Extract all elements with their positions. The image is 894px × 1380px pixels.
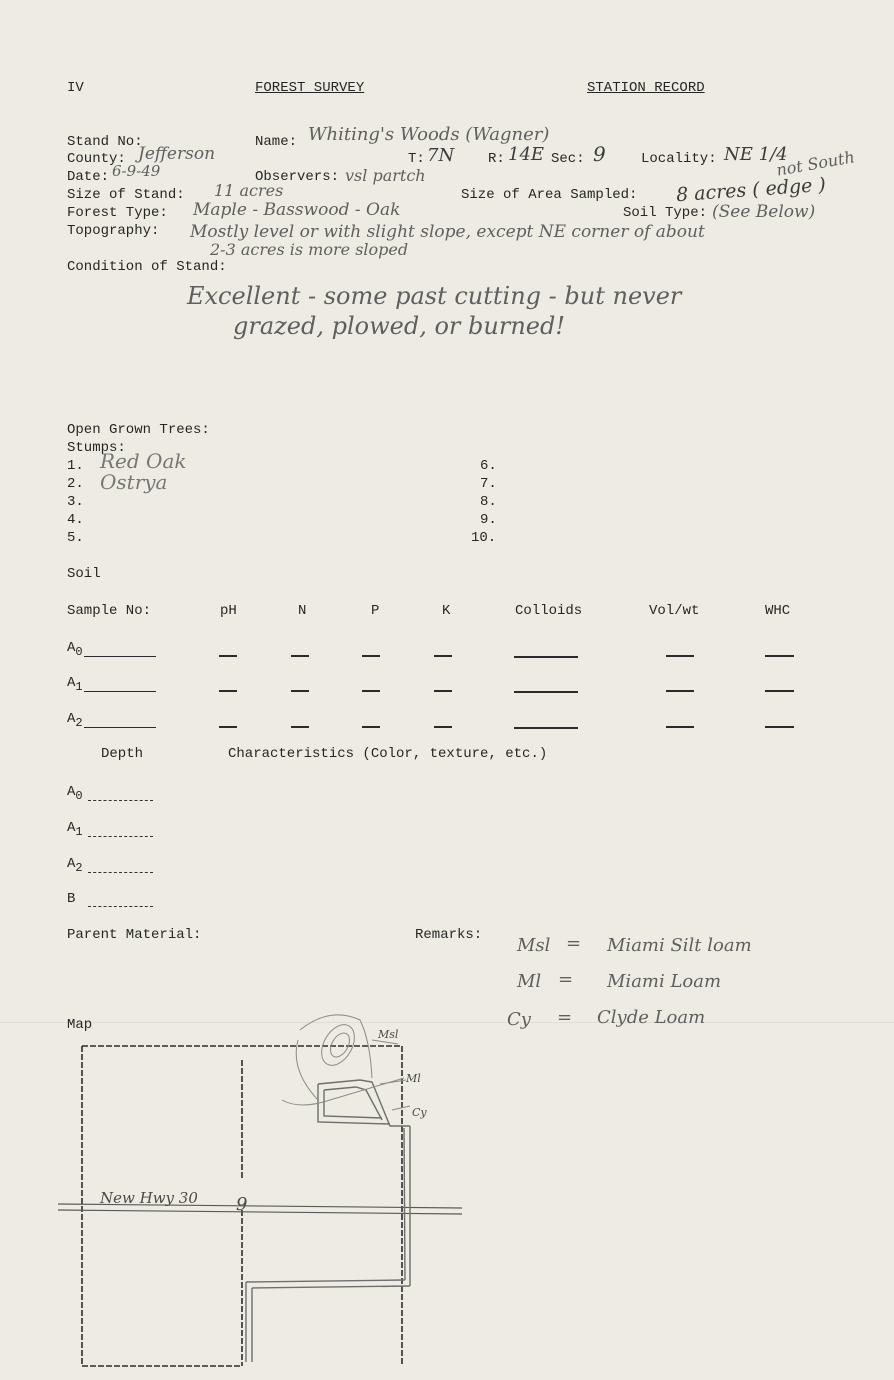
map-road-label: New Hwy 30 bbox=[100, 1189, 198, 1207]
section-number: IV bbox=[67, 80, 84, 96]
soil-header-whc: WHC bbox=[765, 603, 791, 619]
soil-header-p: P bbox=[371, 603, 380, 619]
depth-row-horizon: B bbox=[67, 891, 76, 907]
map-soil-label: Ml bbox=[406, 1072, 421, 1085]
locality-value: NE 1/4 bbox=[724, 144, 788, 165]
open-grown-trees-label: Open Grown Trees: bbox=[67, 422, 210, 438]
stump-number: 3. bbox=[67, 494, 84, 510]
soil-type-value: (See Below) bbox=[712, 202, 816, 222]
remarks-code: Msl bbox=[517, 935, 551, 956]
remarks-label: Remarks: bbox=[415, 927, 483, 943]
stumps-label: Stumps: bbox=[67, 440, 126, 456]
stump-entry: Ostrya bbox=[100, 470, 168, 494]
stump-number: 8. bbox=[480, 494, 497, 510]
stump-number: 7. bbox=[480, 476, 497, 492]
soil-header-volwt: Vol/wt bbox=[649, 603, 700, 619]
size-of-stand-value: 11 acres bbox=[214, 181, 284, 200]
soil-header-sample: Sample No: bbox=[67, 603, 152, 619]
soil-header-ph: pH bbox=[220, 603, 237, 619]
date-value: 6-9-49 bbox=[112, 162, 161, 180]
stump-number: 6. bbox=[480, 458, 497, 474]
soil-header-n: N bbox=[298, 603, 307, 619]
size-of-stand-label: Size of Stand: bbox=[67, 187, 185, 203]
forest-type-value: Maple - Basswood - Oak bbox=[193, 200, 401, 220]
characteristics-label: Characteristics (Color, texture, etc.) bbox=[228, 746, 548, 762]
depth-label: Depth bbox=[101, 746, 144, 762]
map-soil-label: Msl bbox=[378, 1028, 399, 1041]
remarks-equals: = bbox=[557, 1007, 573, 1028]
stump-number: 1. bbox=[67, 458, 84, 474]
soil-row-horizon: $A_0$ bbox=[67, 640, 83, 659]
locality-label: Locality: bbox=[641, 151, 717, 167]
parent-material-label: Parent Material: bbox=[67, 927, 202, 943]
stand-no-label: Stand No: bbox=[67, 134, 143, 150]
remarks-equals: = bbox=[558, 969, 574, 990]
depth-row-horizon: $A_0$ bbox=[67, 784, 83, 803]
stump-entry: Red Oak bbox=[100, 449, 187, 473]
township-value: 7N bbox=[427, 145, 455, 166]
observers-value: vsl partch bbox=[345, 166, 426, 185]
locality-note: not South bbox=[774, 147, 857, 180]
topography-label: Topography: bbox=[67, 223, 160, 239]
observers-label: Observers: bbox=[255, 169, 340, 185]
remarks-equals: = bbox=[566, 933, 582, 954]
name-label: Name: bbox=[255, 134, 298, 150]
topography-value-line1: Mostly level or with slight slope, except NE corner of about bbox=[190, 222, 705, 242]
soil-header-k: K bbox=[442, 603, 451, 619]
depth-row-horizon: $A_1$ bbox=[67, 820, 83, 839]
condition-value-line2: grazed, plowed, or burned! bbox=[233, 312, 565, 340]
stump-number: 4. bbox=[67, 512, 84, 528]
range-label: R: bbox=[488, 151, 505, 167]
sampled-area-outline bbox=[246, 1080, 410, 1362]
depth-row-horizon: $A_2$ bbox=[67, 856, 83, 875]
section-label: Sec: bbox=[551, 151, 585, 167]
soil-label: Soil bbox=[67, 566, 101, 582]
stump-number: 10. bbox=[471, 530, 497, 546]
condition-value-line1: Excellent - some past cutting - but never bbox=[187, 282, 682, 310]
map-soil-label: Cy bbox=[412, 1106, 427, 1119]
name-value: Whiting's Woods (Wagner) bbox=[308, 124, 550, 145]
form-title: FOREST SURVEY bbox=[255, 80, 365, 96]
record-type: STATION RECORD bbox=[587, 80, 705, 96]
size-of-area-value: 8 acres ( edge ) bbox=[675, 173, 827, 207]
remarks-meaning: Clyde Loam bbox=[597, 1007, 706, 1028]
condition-label: Condition of Stand: bbox=[67, 259, 227, 275]
map-label: Map bbox=[67, 1017, 93, 1033]
map-section-number: 9 bbox=[236, 1194, 248, 1215]
stump-number: 9. bbox=[480, 512, 497, 528]
soil-type-label: Soil Type: bbox=[623, 205, 708, 221]
range-value: 14E bbox=[508, 144, 545, 165]
date-label: Date: bbox=[67, 169, 110, 185]
soil-row-horizon: $A_1$ bbox=[67, 675, 83, 694]
size-of-area-label: Size of Area Sampled: bbox=[461, 187, 638, 203]
soil-header-colloids: Colloids bbox=[515, 603, 583, 619]
remarks-code: Cy bbox=[507, 1009, 531, 1030]
stump-number: 5. bbox=[67, 530, 84, 546]
remarks-meaning: Miami Loam bbox=[607, 971, 722, 992]
county-label: County: bbox=[67, 151, 126, 167]
county-value: Jefferson bbox=[138, 144, 216, 164]
township-label: T: bbox=[408, 151, 425, 167]
soil-row-horizon: $A_2$ bbox=[67, 711, 83, 730]
remarks-code: Ml bbox=[517, 971, 542, 992]
remarks-meaning: Miami Silt loam bbox=[607, 935, 752, 956]
topography-value-line2: 2-3 acres is more sloped bbox=[210, 240, 409, 259]
forest-type-label: Forest Type: bbox=[67, 205, 168, 221]
section-value: 9 bbox=[593, 142, 606, 166]
stump-number: 2. bbox=[67, 476, 84, 492]
